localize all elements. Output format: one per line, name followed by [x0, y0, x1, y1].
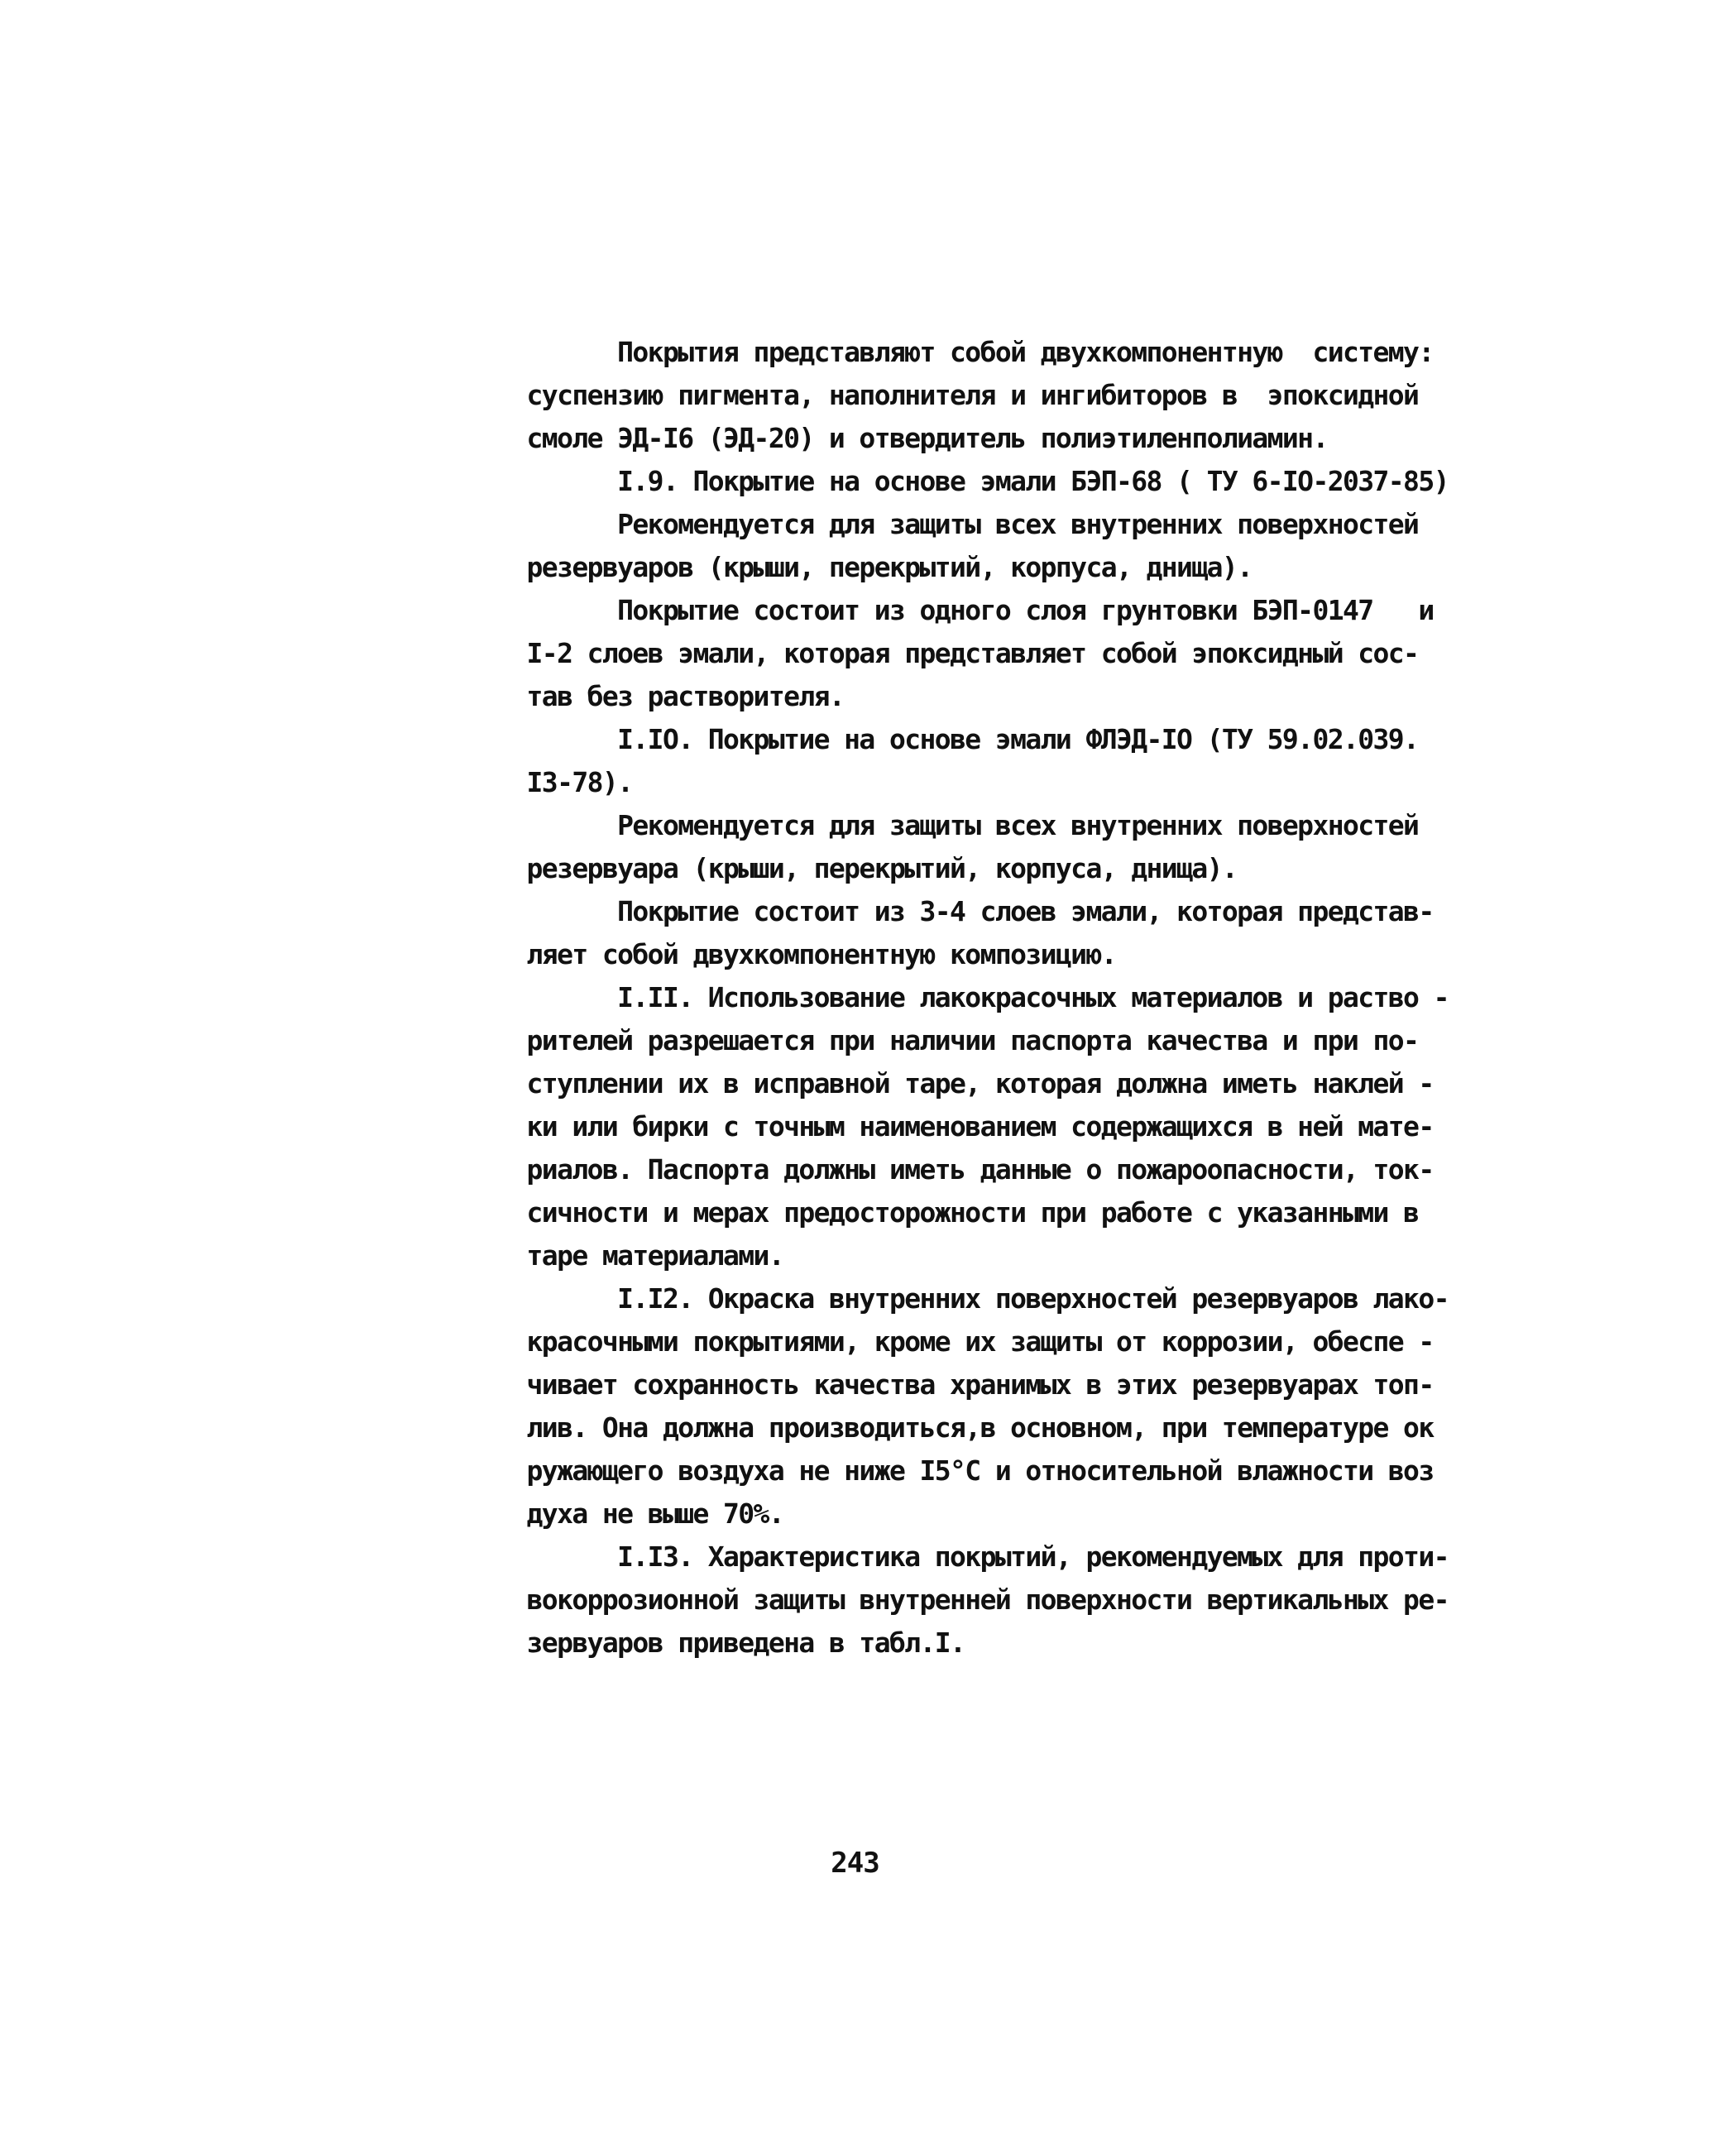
- text-line: ступлении их в исправной таре, которая должна иметь наклей -: [496, 1067, 1434, 1100]
- text-line: резервуаров (крыши, перекрытий, корпуса, днища).: [496, 551, 1253, 583]
- text-line: ляет собой двухкомпонентную композицию.: [496, 938, 1116, 970]
- body-text: [496, 331, 1449, 1665]
- text-line: зервуаров приведена в табл.I.: [496, 1627, 965, 1659]
- text-line: I.I3. Характеристика покрытий, рекомендуемых для проти-: [496, 1540, 1449, 1573]
- text-line: смоле ЭД-I6 (ЭД-20) и отвердитель полиэтиленполиамин.: [496, 422, 1328, 454]
- text-line: рителей разрешается при наличии паспорта качества и при по-: [496, 1024, 1419, 1056]
- text-line: I.II. Использование лакокрасочных материалов и раство -: [496, 981, 1449, 1013]
- text-line: ки или бирки с точным наименованием содержащихся в ней мате-: [496, 1110, 1434, 1143]
- text-line: Рекомендуется для защиты всех внутренних поверхностей: [496, 809, 1419, 841]
- text-line: сичности и мерах предосторожности при работе с указанными в: [496, 1196, 1419, 1229]
- text-line: I-2 слоев эмали, которая представляет собой эпоксидный сос-: [496, 637, 1419, 669]
- text-line: I.I2. Окраска внутренних поверхностей резервуаров лако-: [496, 1282, 1449, 1315]
- text-line: суспензию пигмента, наполнителя и ингибиторов в эпоксидной: [496, 379, 1419, 411]
- text-line: I3-78).: [496, 766, 633, 798]
- text-line: I.9. Покрытие на основе эмали БЭП-68 ( ТУ 6-IO-2037-85): [496, 465, 1449, 497]
- page-number: 243: [831, 1847, 879, 1880]
- text-line: резервуара (крыши, перекрытий, корпуса, днища).: [496, 852, 1238, 884]
- text-line: духа не выше 70%.: [496, 1497, 784, 1530]
- text-line: риалов. Паспорта должны иметь данные о пожароопасности, ток-: [496, 1153, 1434, 1186]
- text-line: Рекомендуется для защиты всех внутренних поверхностей: [496, 508, 1419, 540]
- text-line: вокоррозионной защиты внутренней поверхности вертикальных ре-: [496, 1583, 1449, 1616]
- text-line: Покрытие состоит из 3-4 слоев эмали, которая представ-: [496, 895, 1434, 927]
- text-line: ружающего воздуха не ниже I5°С и относительной влажности воз: [496, 1454, 1434, 1487]
- text-line: Покрытие состоит из одного слоя грунтовки БЭП-0147 и: [496, 594, 1434, 626]
- text-line: Покрытия представляют собой двухкомпонентную систему:: [496, 336, 1434, 368]
- text-line: тав без растворителя.: [496, 680, 845, 712]
- text-line: красочными покрытиями, кроме их защиты от коррозии, обеспе -: [496, 1325, 1434, 1358]
- text-line: чивает сохранность качества хранимых в этих резервуарах топ-: [496, 1368, 1434, 1401]
- text-line: лив. Она должна производиться,в основном, при температуре ок: [496, 1411, 1434, 1444]
- text-line: I.IO. Покрытие на основе эмали ФЛЭД-IO (ТУ 59.02.039.: [496, 723, 1419, 755]
- text-line: таре материалами.: [496, 1239, 784, 1272]
